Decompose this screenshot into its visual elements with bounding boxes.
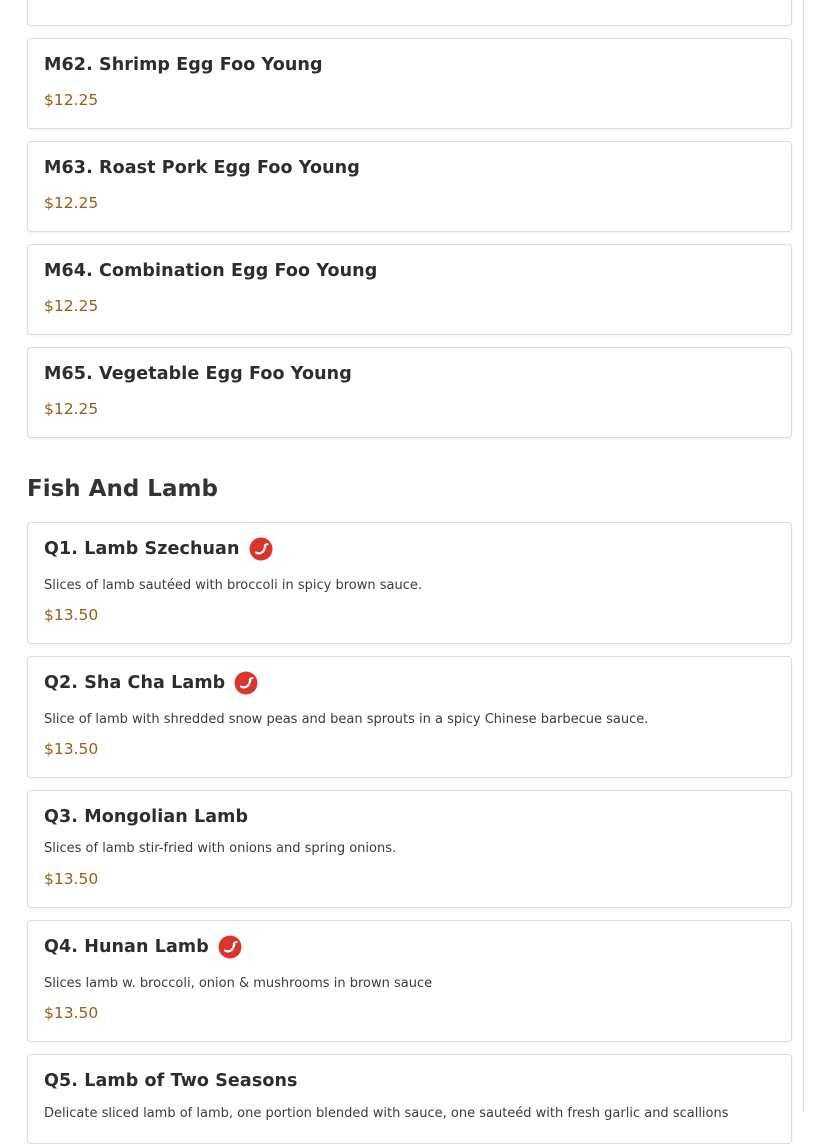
item-description: Delicate sliced lamb of lamb, one portion blended with sauce, one sauteéd with fresh garlic and scallions — [44, 1106, 729, 1121]
item-name-row — [44, 671, 258, 695]
menu-item-card[interactable] — [27, 1054, 792, 1144]
item-name: Q4. Hunan Lamb — [44, 937, 209, 957]
item-price: $13.50 — [44, 606, 99, 624]
item-price: $12.25 — [44, 400, 99, 418]
menu-item-card[interactable] — [27, 0, 792, 26]
item-name-row — [44, 537, 273, 561]
menu-item-card[interactable] — [27, 141, 792, 232]
item-price: $12.25 — [44, 297, 99, 315]
menu-item-card[interactable] — [27, 522, 792, 644]
item-description: Slices lamb w. broccoli, onion & mushrooms in brown sauce — [44, 976, 433, 991]
item-name: M65. Vegetable Egg Foo Young — [44, 364, 352, 384]
item-price: $13.50 — [44, 740, 99, 758]
item-name: M64. Combination Egg Foo Young — [44, 261, 378, 281]
menu-item-card[interactable] — [27, 347, 792, 438]
item-description: Slice of lamb with shredded snow peas and bean sprouts in a spicy Chinese barbecue sauce. — [44, 712, 649, 727]
item-name-row — [44, 935, 242, 959]
item-name: M62. Shrimp Egg Foo Young — [44, 55, 323, 75]
item-name: Q5. Lamb of Two Seasons — [44, 1071, 298, 1091]
chili-pepper-icon — [234, 671, 258, 695]
chili-pepper-icon — [249, 537, 273, 561]
item-name: Q2. Sha Cha Lamb — [44, 673, 226, 693]
item-description: Slices of lamb sautéed with broccoli in spicy brown sauce. — [44, 578, 422, 593]
menu-item-card[interactable] — [27, 244, 792, 335]
item-description: Slices of lamb stir-fried with onions and spring onions. — [44, 841, 397, 856]
chili-pepper-icon — [218, 935, 242, 959]
item-name: Q3. Mongolian Lamb — [44, 807, 249, 827]
item-price: $13.50 — [44, 1004, 99, 1022]
item-price: $12.25 — [44, 194, 99, 212]
menu-item-card[interactable] — [27, 38, 792, 129]
section-title: Fish And Lamb — [27, 476, 218, 502]
item-name: Q1. Lamb Szechuan — [44, 539, 240, 559]
menu-item-card[interactable] — [27, 656, 792, 778]
menu-item-card[interactable] — [27, 790, 792, 908]
item-name: M63. Roast Pork Egg Foo Young — [44, 158, 360, 178]
item-price — [44, 0, 98, 1]
scroll-divider — [803, 0, 804, 1111]
menu-item-card[interactable] — [27, 920, 792, 1042]
item-price: $13.50 — [44, 870, 99, 888]
item-price: $12.25 — [44, 91, 99, 109]
